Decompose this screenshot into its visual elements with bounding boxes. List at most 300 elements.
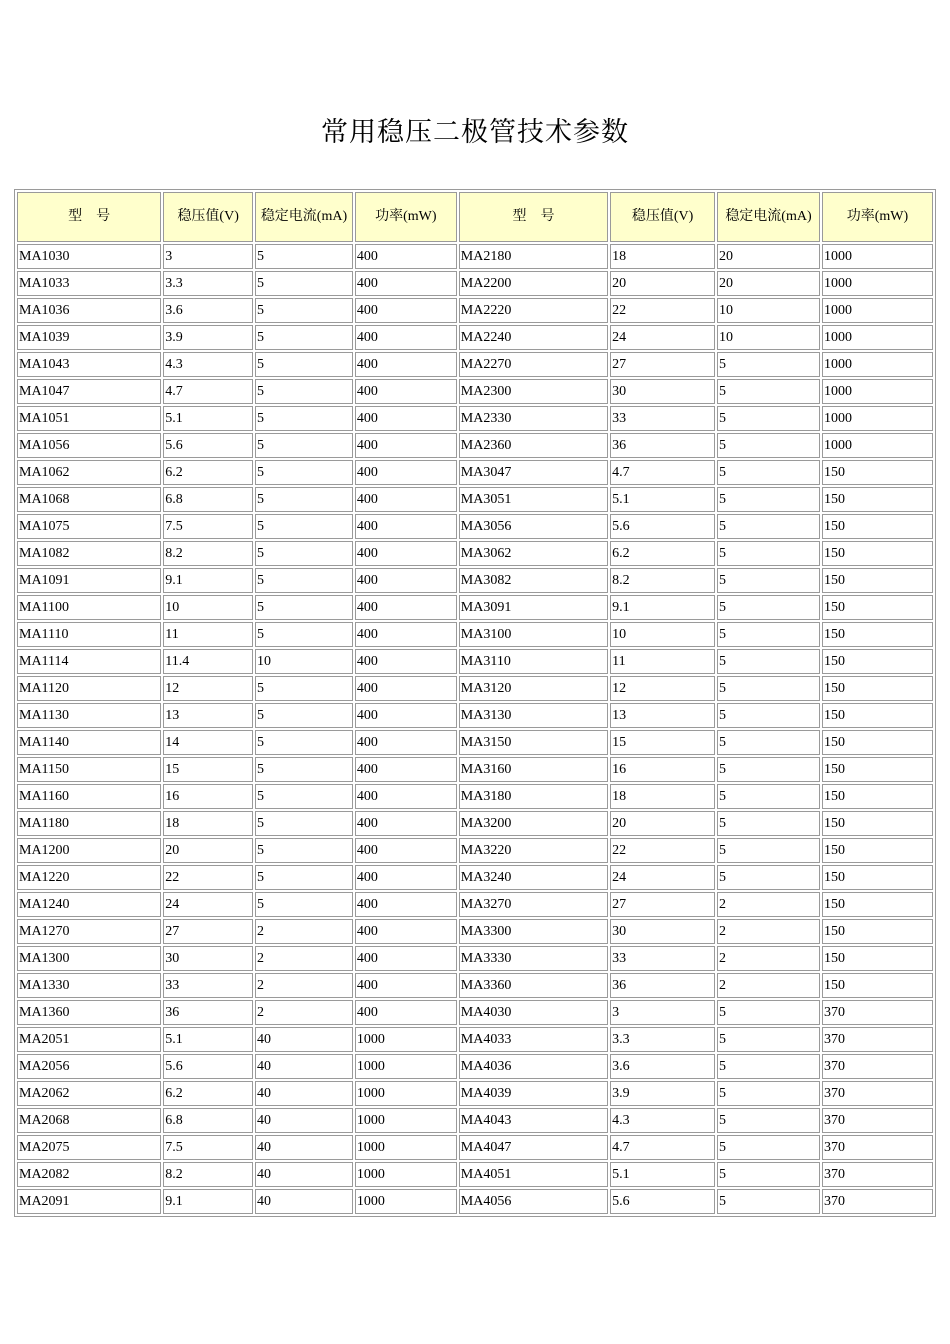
model-cell: MA3091: [459, 595, 608, 620]
power-cell: 1000: [355, 1027, 457, 1052]
current-cell: 2: [255, 1000, 353, 1025]
voltage-cell: 33: [610, 946, 715, 971]
voltage-cell: 5.1: [610, 487, 715, 512]
model-cell: MA2091: [17, 1189, 161, 1214]
model-cell: MA1100: [17, 595, 161, 620]
current-cell: 5: [717, 703, 820, 728]
power-cell: 400: [355, 703, 457, 728]
current-cell: 2: [255, 973, 353, 998]
model-cell: MA2360: [459, 433, 608, 458]
table-row: [17, 541, 933, 566]
current-cell: 5: [255, 433, 353, 458]
model-cell: MA3056: [459, 514, 608, 539]
power-cell: 1000: [355, 1135, 457, 1160]
model-cell: MA1091: [17, 568, 161, 593]
voltage-cell: 3.3: [610, 1027, 715, 1052]
current-cell: 5: [255, 406, 353, 431]
power-cell: 400: [355, 514, 457, 539]
power-cell: 150: [822, 703, 933, 728]
model-cell: MA1240: [17, 892, 161, 917]
current-cell: 5: [255, 595, 353, 620]
model-cell: MA1082: [17, 541, 161, 566]
current-cell: 5: [255, 784, 353, 809]
table-row: [17, 1108, 933, 1133]
power-cell: 1000: [822, 325, 933, 350]
current-cell: 5: [255, 838, 353, 863]
voltage-cell: 6.8: [163, 1108, 253, 1133]
header-power: 功率(mW): [822, 192, 933, 242]
model-cell: MA2062: [17, 1081, 161, 1106]
voltage-cell: 7.5: [163, 514, 253, 539]
power-cell: 370: [822, 1135, 933, 1160]
voltage-cell: 27: [163, 919, 253, 944]
power-cell: 370: [822, 1000, 933, 1025]
model-cell: MA1120: [17, 676, 161, 701]
voltage-cell: 36: [163, 1000, 253, 1025]
model-cell: MA1220: [17, 865, 161, 890]
current-cell: 5: [255, 325, 353, 350]
current-cell: 5: [255, 541, 353, 566]
current-cell: 40: [255, 1027, 353, 1052]
header-row: [17, 192, 933, 242]
model-cell: MA3300: [459, 919, 608, 944]
model-cell: MA4051: [459, 1162, 608, 1187]
voltage-cell: 3: [163, 244, 253, 269]
voltage-cell: 20: [163, 838, 253, 863]
power-cell: 400: [355, 730, 457, 755]
current-cell: 5: [717, 1081, 820, 1106]
table-row: [17, 1027, 933, 1052]
table-row: [17, 946, 933, 971]
voltage-cell: 4.7: [610, 1135, 715, 1160]
voltage-cell: 5.1: [163, 1027, 253, 1052]
model-cell: MA1330: [17, 973, 161, 998]
power-cell: 370: [822, 1189, 933, 1214]
model-cell: MA3270: [459, 892, 608, 917]
voltage-cell: 9.1: [163, 1189, 253, 1214]
model-cell: MA1075: [17, 514, 161, 539]
current-cell: 5: [255, 892, 353, 917]
current-cell: 5: [717, 811, 820, 836]
current-cell: 2: [255, 919, 353, 944]
table-row: [17, 757, 933, 782]
table-row: [17, 919, 933, 944]
table-row: [17, 1081, 933, 1106]
header-current: 稳定电流(mA): [717, 192, 820, 242]
model-cell: MA3051: [459, 487, 608, 512]
power-cell: 400: [355, 487, 457, 512]
model-cell: MA3160: [459, 757, 608, 782]
model-cell: MA1200: [17, 838, 161, 863]
model-cell: MA4036: [459, 1054, 608, 1079]
current-cell: 40: [255, 1081, 353, 1106]
power-cell: 400: [355, 595, 457, 620]
model-cell: MA3240: [459, 865, 608, 890]
power-cell: 400: [355, 379, 457, 404]
power-cell: 1000: [822, 298, 933, 323]
power-cell: 150: [822, 946, 933, 971]
model-cell: MA2068: [17, 1108, 161, 1133]
model-cell: MA2075: [17, 1135, 161, 1160]
power-cell: 1000: [355, 1081, 457, 1106]
current-cell: 5: [717, 730, 820, 755]
voltage-cell: 7.5: [163, 1135, 253, 1160]
table-row: [17, 1162, 933, 1187]
voltage-cell: 10: [610, 622, 715, 647]
power-cell: 150: [822, 784, 933, 809]
voltage-cell: 14: [163, 730, 253, 755]
table-row: [17, 595, 933, 620]
voltage-cell: 5.6: [610, 1189, 715, 1214]
power-cell: 400: [355, 973, 457, 998]
model-cell: MA3330: [459, 946, 608, 971]
power-cell: 1000: [822, 244, 933, 269]
voltage-cell: 9.1: [163, 568, 253, 593]
model-cell: MA1270: [17, 919, 161, 944]
model-cell: MA1039: [17, 325, 161, 350]
current-cell: 5: [255, 460, 353, 485]
voltage-cell: 27: [610, 352, 715, 377]
model-cell: MA2056: [17, 1054, 161, 1079]
power-cell: 400: [355, 784, 457, 809]
voltage-cell: 4.3: [610, 1108, 715, 1133]
power-cell: 400: [355, 919, 457, 944]
current-cell: 5: [255, 622, 353, 647]
voltage-cell: 12: [163, 676, 253, 701]
voltage-cell: 11: [163, 622, 253, 647]
power-cell: 150: [822, 460, 933, 485]
current-cell: 5: [255, 568, 353, 593]
table-row: [17, 973, 933, 998]
current-cell: 5: [255, 730, 353, 755]
table-row: [17, 676, 933, 701]
power-cell: 150: [822, 892, 933, 917]
model-cell: MA3120: [459, 676, 608, 701]
current-cell: 5: [717, 838, 820, 863]
power-cell: 1000: [355, 1054, 457, 1079]
power-cell: 1000: [822, 271, 933, 296]
power-cell: 1000: [822, 379, 933, 404]
voltage-cell: 5.6: [163, 433, 253, 458]
voltage-cell: 5.6: [610, 514, 715, 539]
voltage-cell: 18: [163, 811, 253, 836]
voltage-cell: 4.3: [163, 352, 253, 377]
voltage-cell: 5.1: [610, 1162, 715, 1187]
power-cell: 400: [355, 865, 457, 890]
voltage-cell: 3: [610, 1000, 715, 1025]
table-row: [17, 838, 933, 863]
current-cell: 5: [255, 244, 353, 269]
voltage-cell: 3.9: [610, 1081, 715, 1106]
power-cell: 150: [822, 811, 933, 836]
voltage-cell: 5.6: [163, 1054, 253, 1079]
table-row: [17, 1189, 933, 1214]
header-current: 稳定电流(mA): [255, 192, 353, 242]
model-cell: MA3082: [459, 568, 608, 593]
voltage-cell: 27: [610, 892, 715, 917]
table-row: [17, 730, 933, 755]
table-row: [17, 514, 933, 539]
current-cell: 5: [717, 1000, 820, 1025]
table-row: [17, 1000, 933, 1025]
current-cell: 5: [717, 1027, 820, 1052]
current-cell: 2: [717, 919, 820, 944]
power-cell: 400: [355, 676, 457, 701]
table-row: [17, 271, 933, 296]
table-row: [17, 325, 933, 350]
table-row: [17, 784, 933, 809]
model-cell: MA3200: [459, 811, 608, 836]
voltage-cell: 3.6: [163, 298, 253, 323]
model-cell: MA3130: [459, 703, 608, 728]
power-cell: 1000: [355, 1162, 457, 1187]
voltage-cell: 22: [163, 865, 253, 890]
model-cell: MA2082: [17, 1162, 161, 1187]
voltage-cell: 22: [610, 838, 715, 863]
voltage-cell: 3.6: [610, 1054, 715, 1079]
power-cell: 400: [355, 811, 457, 836]
current-cell: 5: [255, 379, 353, 404]
header-voltage: 稳压值(V): [610, 192, 715, 242]
model-cell: MA1051: [17, 406, 161, 431]
model-cell: MA4030: [459, 1000, 608, 1025]
voltage-cell: 24: [610, 865, 715, 890]
voltage-cell: 5.1: [163, 406, 253, 431]
current-cell: 5: [717, 865, 820, 890]
current-cell: 20: [717, 271, 820, 296]
table-row: [17, 406, 933, 431]
model-cell: MA4047: [459, 1135, 608, 1160]
model-cell: MA4056: [459, 1189, 608, 1214]
current-cell: 5: [255, 865, 353, 890]
model-cell: MA1160: [17, 784, 161, 809]
power-cell: 400: [355, 352, 457, 377]
voltage-cell: 4.7: [163, 379, 253, 404]
current-cell: 5: [717, 1054, 820, 1079]
model-cell: MA3047: [459, 460, 608, 485]
model-cell: MA2200: [459, 271, 608, 296]
model-cell: MA1300: [17, 946, 161, 971]
power-cell: 400: [355, 298, 457, 323]
current-cell: 40: [255, 1189, 353, 1214]
table-row: [17, 433, 933, 458]
power-cell: 150: [822, 514, 933, 539]
power-cell: 1000: [822, 433, 933, 458]
table-row: [17, 379, 933, 404]
power-cell: 400: [355, 892, 457, 917]
power-cell: 400: [355, 649, 457, 674]
model-cell: MA4043: [459, 1108, 608, 1133]
voltage-cell: 36: [610, 973, 715, 998]
voltage-cell: 24: [163, 892, 253, 917]
voltage-cell: 6.2: [610, 541, 715, 566]
model-cell: MA3062: [459, 541, 608, 566]
power-cell: 150: [822, 757, 933, 782]
power-cell: 400: [355, 325, 457, 350]
current-cell: 2: [717, 946, 820, 971]
current-cell: 10: [255, 649, 353, 674]
model-cell: MA1114: [17, 649, 161, 674]
model-cell: MA3360: [459, 973, 608, 998]
table-row: [17, 352, 933, 377]
power-cell: 400: [355, 541, 457, 566]
voltage-cell: 20: [610, 811, 715, 836]
model-cell: MA4033: [459, 1027, 608, 1052]
voltage-cell: 30: [610, 379, 715, 404]
header-model: 型 号: [17, 192, 161, 242]
current-cell: 5: [255, 271, 353, 296]
current-cell: 2: [717, 973, 820, 998]
current-cell: 5: [255, 487, 353, 512]
voltage-cell: 4.7: [610, 460, 715, 485]
table-row: [17, 244, 933, 269]
current-cell: 5: [255, 811, 353, 836]
current-cell: 5: [717, 649, 820, 674]
current-cell: 5: [717, 622, 820, 647]
model-cell: MA2240: [459, 325, 608, 350]
power-cell: 150: [822, 865, 933, 890]
current-cell: 2: [717, 892, 820, 917]
current-cell: 5: [255, 676, 353, 701]
voltage-cell: 16: [163, 784, 253, 809]
voltage-cell: 18: [610, 784, 715, 809]
table-body: [17, 244, 933, 1214]
voltage-cell: 24: [610, 325, 715, 350]
table-row: [17, 298, 933, 323]
power-cell: 150: [822, 676, 933, 701]
model-cell: MA2180: [459, 244, 608, 269]
voltage-cell: 10: [163, 595, 253, 620]
power-cell: 400: [355, 406, 457, 431]
power-cell: 400: [355, 433, 457, 458]
model-cell: MA2220: [459, 298, 608, 323]
power-cell: 370: [822, 1027, 933, 1052]
power-cell: 370: [822, 1108, 933, 1133]
model-cell: MA1140: [17, 730, 161, 755]
power-cell: 400: [355, 838, 457, 863]
current-cell: 5: [255, 757, 353, 782]
power-cell: 400: [355, 460, 457, 485]
model-cell: MA4039: [459, 1081, 608, 1106]
current-cell: 10: [717, 325, 820, 350]
current-cell: 5: [717, 1135, 820, 1160]
model-cell: MA1068: [17, 487, 161, 512]
voltage-cell: 15: [610, 730, 715, 755]
voltage-cell: 3.3: [163, 271, 253, 296]
model-cell: MA3100: [459, 622, 608, 647]
power-cell: 150: [822, 541, 933, 566]
current-cell: 5: [717, 460, 820, 485]
voltage-cell: 8.2: [610, 568, 715, 593]
power-cell: 400: [355, 271, 457, 296]
power-cell: 400: [355, 946, 457, 971]
current-cell: 5: [717, 595, 820, 620]
table-row: [17, 460, 933, 485]
voltage-cell: 16: [610, 757, 715, 782]
power-cell: 400: [355, 1000, 457, 1025]
current-cell: 5: [717, 352, 820, 377]
voltage-cell: 13: [610, 703, 715, 728]
voltage-cell: 6.8: [163, 487, 253, 512]
model-cell: MA1033: [17, 271, 161, 296]
current-cell: 5: [255, 298, 353, 323]
current-cell: 5: [717, 514, 820, 539]
model-cell: MA2300: [459, 379, 608, 404]
model-cell: MA3220: [459, 838, 608, 863]
voltage-cell: 22: [610, 298, 715, 323]
current-cell: 5: [717, 1108, 820, 1133]
model-cell: MA1110: [17, 622, 161, 647]
current-cell: 5: [717, 757, 820, 782]
voltage-cell: 3.9: [163, 325, 253, 350]
power-cell: 150: [822, 973, 933, 998]
model-cell: MA3180: [459, 784, 608, 809]
voltage-cell: 6.2: [163, 460, 253, 485]
current-cell: 5: [717, 568, 820, 593]
table-row: [17, 811, 933, 836]
power-cell: 1000: [355, 1108, 457, 1133]
model-cell: MA1150: [17, 757, 161, 782]
table-row: [17, 487, 933, 512]
power-cell: 150: [822, 595, 933, 620]
model-cell: MA1030: [17, 244, 161, 269]
header-voltage: 稳压值(V): [163, 192, 253, 242]
power-cell: 370: [822, 1162, 933, 1187]
model-cell: MA1180: [17, 811, 161, 836]
voltage-cell: 12: [610, 676, 715, 701]
current-cell: 5: [717, 379, 820, 404]
table-row: [17, 1135, 933, 1160]
voltage-cell: 30: [610, 919, 715, 944]
voltage-cell: 8.2: [163, 541, 253, 566]
table-row: [17, 622, 933, 647]
current-cell: 2: [255, 946, 353, 971]
model-cell: MA3110: [459, 649, 608, 674]
zener-spec-table: [14, 189, 936, 1217]
current-cell: 5: [717, 784, 820, 809]
table-row: [17, 568, 933, 593]
current-cell: 5: [255, 514, 353, 539]
model-cell: MA2330: [459, 406, 608, 431]
power-cell: 400: [355, 568, 457, 593]
power-cell: 150: [822, 730, 933, 755]
model-cell: MA1360: [17, 1000, 161, 1025]
voltage-cell: 6.2: [163, 1081, 253, 1106]
table-row: [17, 892, 933, 917]
model-cell: MA1047: [17, 379, 161, 404]
voltage-cell: 13: [163, 703, 253, 728]
model-cell: MA1130: [17, 703, 161, 728]
voltage-cell: 36: [610, 433, 715, 458]
power-cell: 150: [822, 649, 933, 674]
current-cell: 5: [717, 406, 820, 431]
current-cell: 5: [717, 1189, 820, 1214]
voltage-cell: 11: [610, 649, 715, 674]
power-cell: 400: [355, 622, 457, 647]
power-cell: 150: [822, 568, 933, 593]
current-cell: 5: [255, 703, 353, 728]
table-row: [17, 865, 933, 890]
model-cell: MA2270: [459, 352, 608, 377]
voltage-cell: 33: [610, 406, 715, 431]
voltage-cell: 9.1: [610, 595, 715, 620]
model-cell: MA1036: [17, 298, 161, 323]
power-cell: 370: [822, 1081, 933, 1106]
voltage-cell: 20: [610, 271, 715, 296]
table-row: [17, 1054, 933, 1079]
model-cell: MA3150: [459, 730, 608, 755]
current-cell: 40: [255, 1054, 353, 1079]
